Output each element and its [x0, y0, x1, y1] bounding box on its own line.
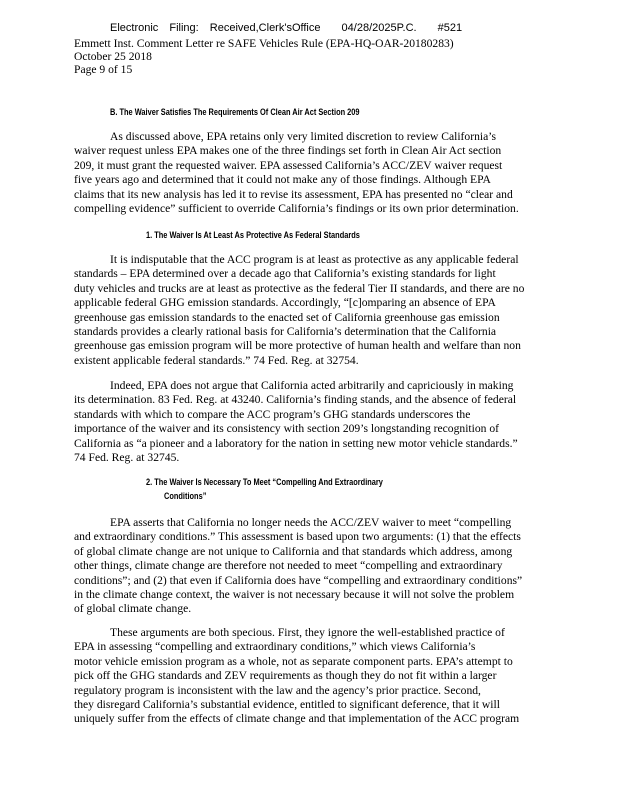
section-heading-b: B. The Waiver Satisfies The Requirements Of Clean Air Act Section 209 [110, 107, 360, 118]
paragraph-line: 74 Fed. Reg. at 32745. [74, 451, 180, 465]
paragraph-line: greenhouse gas emission standards to the enacted set of California greenhouse gas emission [74, 310, 500, 324]
paragraph-line: Indeed, EPA does not argue that California acted arbitrarily and capriciously in making [110, 379, 514, 392]
subheading-1: 1. The Waiver Is At Least As Protective As Federal Standards [146, 230, 360, 241]
paragraph-line: applicable federal GHG emission standards. Accordingly, “[c]omparing an absence of EPA [74, 296, 496, 310]
paragraph-line: motor vehicle emission program as a whole, not as separate component parts. EPA’s attempt to [74, 654, 513, 668]
header-date: October 25 2018 [74, 50, 152, 63]
paragraph-line: waiver request unless EPA makes one of the three findings set forth in Clean Air Act section [74, 144, 502, 158]
filing-label-filing: Filing: [169, 22, 199, 34]
paragraph-line: conditions”; and (2) that even if California does have “compelling and extraordinary conditions” [74, 573, 523, 587]
paragraph-line: duty vehicles and trucks are at least as protective as the federal Tier II standards, and there are no [74, 281, 525, 295]
paragraph-line: standards provides a clearly rational basis for California’s determination that the California [74, 325, 497, 339]
paragraph-line: its determination. 83 Fed. Reg. at 43240. California’s finding stands, and the absence of federal [74, 393, 517, 407]
filing-stamp [110, 21, 468, 35]
paragraph-line: and extraordinary conditions.” This assessment is based upon two arguments: (1) that the effects [74, 530, 521, 544]
paragraph-4 [74, 516, 594, 617]
filing-label-received: Received,Clerk'sOffice [209, 22, 321, 34]
paragraph-line: they disregard California’s substantial evidence, entitled to significant deference, that it will [74, 698, 500, 712]
paragraph-2 [74, 253, 594, 368]
filing-date: 04/28/2025P.C. [341, 22, 417, 34]
paragraph-5 [74, 626, 594, 727]
header-title: Emmett Inst. Comment Letter re SAFE Vehicles Rule (EPA-HQ-OAR-20180283) [74, 37, 454, 50]
paragraph-line: other things, climate change are therefore not needed to meet “compelling and extraordinary [74, 559, 503, 573]
paragraph-line: EPA in assessing “compelling and extraordinary conditions,” which views California’s [74, 640, 476, 654]
paragraph-line: As discussed above, EPA retains only very limited discretion to review California’s [110, 130, 496, 143]
paragraph-line: California as “a pioneer and a laboratory for the nation in setting new motor vehicle standards.” [74, 436, 518, 450]
paragraph-line: greenhouse gas emission program will be more protective of human health and welfare than non [74, 339, 521, 353]
paragraph-line: uniquely suffer from the effects of climate change and that implementation of the ACC program [74, 712, 520, 726]
paragraph-line: five years ago and determined that it could not make any of those findings. Although EPA [74, 173, 491, 187]
paragraph-line: These arguments are both specious. First, they ignore the well-established practice of [110, 626, 505, 639]
paragraph-line: existent applicable federal standards.” 74 Fed. Reg. at 32754. [74, 353, 359, 367]
paragraph-line: of global climate change are not unique to California and that standards which address, among [74, 544, 513, 558]
paragraph-line: EPA asserts that California no longer needs the ACC/ZEV waiver to meet “compelling [110, 516, 512, 529]
paragraph-line: compelling evidence” sufficient to override California’s findings or its own prior determination. [74, 202, 519, 216]
paragraph-line: regulatory program is inconsistent with the law and the agency’s prior practice. Second, [74, 683, 481, 697]
paragraph-line: in the climate change context, the waiver is not necessary because it will not solve the problem [74, 588, 515, 602]
paragraph-3 [74, 379, 594, 465]
paragraph-line: importance of the waiver and its consistency with section 209’s longstanding recognition of [74, 422, 500, 436]
paragraph-line: pick off the GHG standards and ZEV requirements as though they do not fit within a larger [74, 669, 497, 683]
header-page: Page 9 of 15 [74, 63, 133, 76]
paragraph-1 [74, 130, 594, 216]
paragraph-line: 209, it must grant the requested waiver. EPA assessed California’s ACC/ZEV waiver request [74, 158, 503, 172]
paragraph-line: of global climate change. [74, 602, 192, 616]
subheading-2-continuation: Conditions” [164, 491, 207, 502]
paragraph-line: claims that its new analysis has led it to revise its assessment, EPA has presented no “clear and [74, 187, 513, 201]
paragraph-line: standards – EPA determined over a decade ago that California’s existing standards for light [74, 267, 496, 281]
subheading-2: 2. The Waiver Is Necessary To Meet “Compelling And Extraordinary [146, 477, 383, 488]
filing-label-electronic: Electronic [110, 22, 159, 34]
filing-number: #521 [437, 22, 463, 34]
paragraph-line: It is indisputable that the ACC program is at least as protective as any applicable federal [110, 253, 519, 266]
paragraph-line: standards with which to compare the ACC program’s GHG standards underscores the [74, 407, 471, 421]
